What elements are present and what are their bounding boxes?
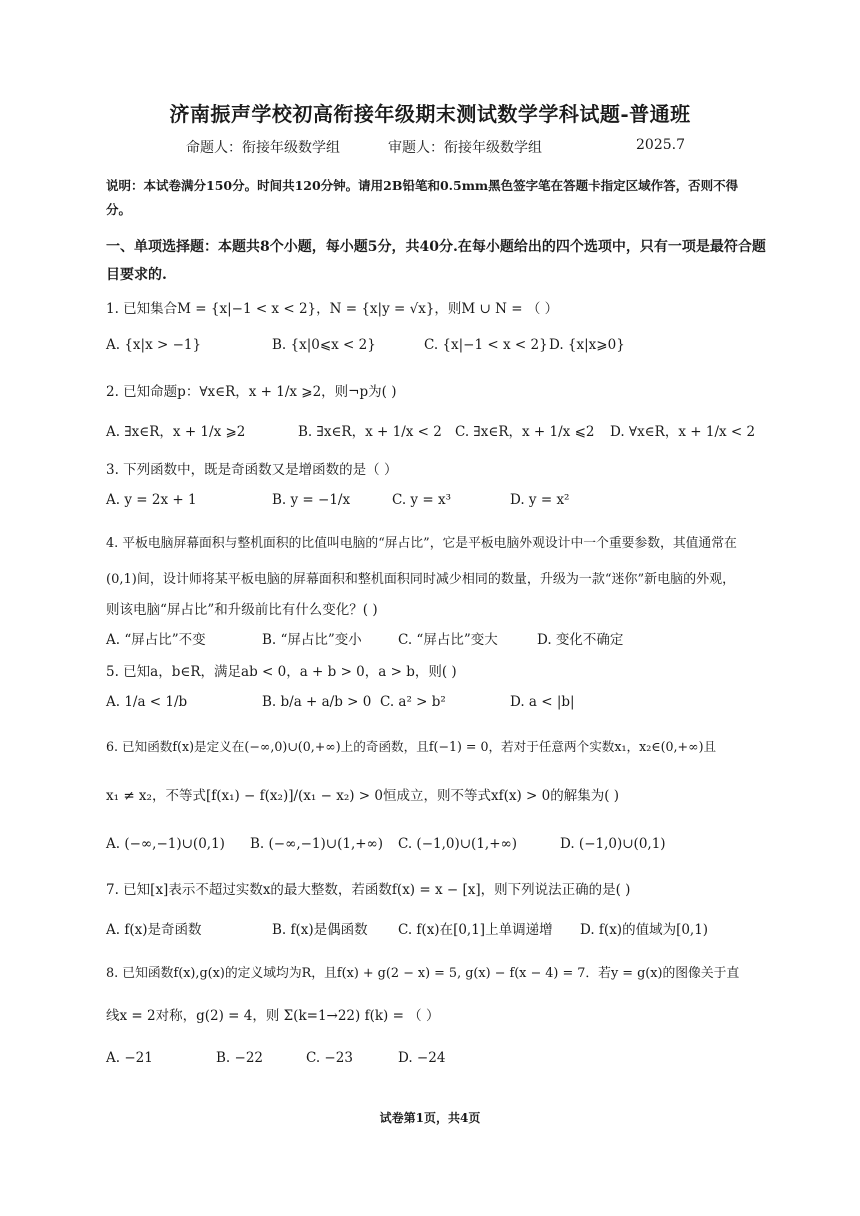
question-stem-line: 8. 已知函数f(x),g(x)的定义域均为R，且f(x) + g(2 − x) = 5, g(x) − f(x − 4) = 7．若y = g(x)的图像关于直 bbox=[106, 966, 740, 981]
option-b: B. (−∞,−1)∪(1,+∞) bbox=[250, 836, 384, 852]
question-stem-line: 线x = 2对称，g(2) = 4，则 Σ(k=1→22) f(k) = （ ） bbox=[106, 1008, 440, 1024]
option-b: B. ∃x∈R，x + 1/x < 2 bbox=[298, 424, 442, 440]
option-a: A. “屏占比”不变 bbox=[106, 632, 206, 648]
option-a: A. 1/a < 1/b bbox=[106, 694, 188, 710]
exam-title: 济南振声学校初高衔接年级期末测试数学学科试题-普通班 bbox=[169, 102, 691, 126]
option-d: D. y = x² bbox=[510, 492, 570, 508]
option-a: A. {x|x > −1} bbox=[106, 337, 202, 353]
option-d: D. ∀x∈R，x + 1/x < 2 bbox=[610, 424, 756, 440]
option-c: C. y = x³ bbox=[392, 492, 451, 508]
option-a: A. (−∞,−1)∪(0,1) bbox=[106, 836, 225, 852]
setter-label: 命题人：衔接年级数学组 bbox=[186, 140, 340, 156]
option-c: C. {x|−1 < x < 2} bbox=[424, 337, 548, 353]
option-c: C. f(x)在[0,1]上单调递增 bbox=[398, 922, 553, 938]
option-b: B. y = −1/x bbox=[272, 492, 351, 508]
question-stem: 2. 已知命题p：∀x∈R，x + 1/x ⩾2，则¬p为( ) bbox=[106, 384, 397, 400]
question-stem-line: x₁ ≠ x₂，不等式[f(x₁) − f(x₂)]/(x₁ − x₂) > 0恒成立，则不等式xf(x) > 0的解集为( ) bbox=[106, 788, 620, 804]
option-a: A. ∃x∈R，x + 1/x ⩾2 bbox=[106, 424, 246, 440]
instructions-line-1: 说明：本试卷满分150分。时间共120分钟。请用2B铅笔和0.5mm黑色签字笔在答题卡指定区域作答，否则不得 bbox=[106, 178, 739, 193]
reviewer-label: 审题人：衔接年级数学组 bbox=[388, 140, 542, 156]
option-b: B. b/a + a/b > 0 bbox=[262, 694, 372, 710]
page-footer: 试卷第1页，共4页 bbox=[379, 1111, 481, 1125]
option-b: B. “屏占比”变小 bbox=[262, 632, 362, 648]
question-stem: 5. 已知a，b∈R，满足ab < 0，a + b > 0，a > b，则( ) bbox=[106, 664, 457, 680]
exam-date: 2025.7 bbox=[636, 137, 685, 153]
instructions-line-2: 分。 bbox=[106, 202, 132, 217]
option-c: C. (−1,0)∪(1,+∞) bbox=[398, 836, 518, 852]
section-heading-line-2: 目要求的. bbox=[106, 267, 167, 283]
question-stem: 7. 已知[x]表示不超过实数x的最大整数，若函数f(x) = x − [x]，则下列说法正确的是( ) bbox=[106, 882, 631, 898]
option-d: D. −24 bbox=[398, 1050, 446, 1066]
option-d: D. (−1,0)∪(0,1) bbox=[560, 836, 666, 852]
option-b: B. {x|0⩽x < 2} bbox=[272, 337, 376, 353]
option-a: A. f(x)是奇函数 bbox=[106, 922, 202, 938]
option-a: A. y = 2x + 1 bbox=[106, 492, 197, 508]
option-d: D. a < |b| bbox=[510, 694, 575, 710]
option-d: D. 变化不确定 bbox=[537, 632, 624, 648]
question-stem-line: 则该电脑“屏占比”和升级前比有什么变化？( ) bbox=[106, 602, 378, 618]
question-stem-line: (0,1)间，设计师将某平板电脑的屏幕面积和整机面积同时减少相同的数量，升级为一款“迷你”新电脑的外观， bbox=[106, 572, 736, 587]
option-d: D. f(x)的值域为[0,1) bbox=[580, 922, 709, 938]
question-stem-line: 6. 已知函数f(x)是定义在(−∞,0)∪(0,+∞)上的奇函数，且f(−1) = 0，若对于任意两个实数x₁，x₂∈(0,+∞)且 bbox=[106, 739, 717, 754]
option-a: A. −21 bbox=[106, 1050, 153, 1066]
question-stem: 1. 已知集合M = {x|−1 < x < 2}，N = {x|y = √x}，则M ∪ N = （ ） bbox=[106, 301, 559, 317]
option-c: C. a² > b² bbox=[380, 694, 446, 710]
option-b: B. −22 bbox=[216, 1050, 263, 1066]
option-b: B. f(x)是偶函数 bbox=[272, 922, 368, 938]
section-heading-line-1: 一、单项选择题：本题共8个小题，每小题5分，共40分.在每小题给出的四个选项中，只有一项是最符合题 bbox=[106, 239, 766, 255]
option-d: D. {x|x⩾0} bbox=[549, 337, 625, 353]
option-c: C. ∃x∈R，x + 1/x ⩽2 bbox=[455, 424, 595, 440]
question-stem-line: 4. 平板电脑屏幕面积与整机面积的比值叫电脑的“屏占比”，它是平板电脑外观设计中一个重要参数，其值通常在 bbox=[106, 536, 737, 551]
question-stem: 3. 下列函数中，既是奇函数又是增函数的是（ ） bbox=[106, 462, 398, 478]
option-c: C. −23 bbox=[306, 1050, 353, 1066]
option-c: C. “屏占比”变大 bbox=[398, 632, 498, 648]
